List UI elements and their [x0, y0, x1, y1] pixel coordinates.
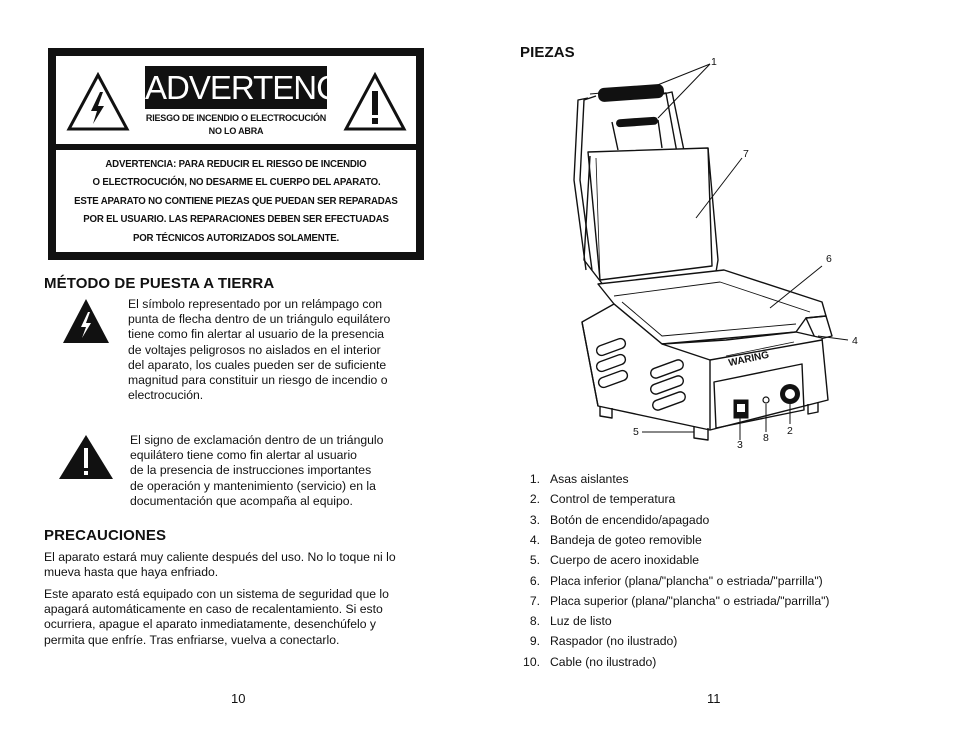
paragraph-line: del aparato, los cuales pueden ser de suficiente — [128, 357, 387, 372]
item-number: 4. — [529, 532, 540, 547]
callout-2: 2 — [787, 425, 793, 437]
paragraph-line: Este aparato está equipado con un sistema de seguridad que lo — [44, 587, 389, 601]
page-number-left: 10 — [231, 691, 246, 706]
item-label: Cable (no ilustrado) — [550, 654, 657, 669]
lightning-paragraph — [128, 297, 390, 403]
warning-subtitle-line: NO LO ABRA — [208, 126, 264, 136]
paragraph-line: de la presencia de instrucciones importantes — [130, 463, 372, 478]
lightning-triangle-icon — [62, 298, 110, 344]
item-number: 10. — [523, 654, 540, 669]
callout-1: 1 — [711, 56, 717, 68]
warning-body-line: ADVERTENCIA: PARA REDUCIR EL RIESGO DE INCENDIO — [105, 157, 367, 170]
callout-4: 4 — [852, 335, 858, 347]
warning-subtitle-line: RIESGO DE INCENDIO O ELECTROCUCIÓN — [145, 113, 327, 123]
paragraph-line: equilátero tiene como fin alertar al usuario — [130, 448, 357, 463]
grounding-heading: MÉTODO DE PUESTA A TIERRA — [44, 275, 275, 292]
callout-5: 5 — [633, 426, 639, 438]
paragraph-line: El símbolo representado por un relámpago con — [128, 297, 383, 311]
item-number: 3. — [529, 512, 540, 527]
item-label: Bandeja de goteo removible — [550, 532, 702, 547]
callout-7: 7 — [743, 148, 749, 160]
item-label: Control de temperatura — [550, 492, 676, 507]
item-number: 9. — [529, 634, 540, 649]
callout-8: 8 — [763, 432, 769, 444]
paragraph-line: permita que enfríe. Tras enfriarse, vuelva a conectarlo. — [44, 632, 340, 647]
item-number: 7. — [529, 593, 540, 608]
item-label: Placa superior (plana/"plancha" o estriada/"parrilla") — [550, 593, 830, 608]
paragraph-line: electrocución. — [128, 388, 204, 403]
item-label: Raspador (no ilustrado) — [550, 634, 678, 649]
warning-header — [56, 56, 416, 144]
precautions-heading: PRECAUCIONES — [44, 527, 167, 544]
item-number: 1. — [529, 472, 540, 486]
paragraph-line: El aparato estará muy caliente después del uso. No lo toque ni lo — [44, 550, 396, 564]
paragraph-line: mueva hasta que haya enfriado. — [44, 565, 219, 580]
paragraph-line: magnitud para constituir un riesgo de incendio o — [128, 373, 388, 388]
paragraph-line: ocurriera, apague el aparato inmediatamente, desenchúfelo y — [44, 617, 376, 632]
warning-body-line: POR EL USUARIO. LAS REPARACIONES DEBEN SER EFECTUADAS — [83, 213, 389, 226]
paragraph-line: de operación y mantenimiento (servicio) en la — [130, 478, 376, 493]
lightning-warning-icon — [66, 72, 130, 132]
warning-body — [56, 150, 416, 252]
warning-body-line: O ELECTROCUCIÓN, NO DESARME EL CUERPO DEL APARATO. — [92, 176, 380, 189]
brand-label: WARING — [727, 349, 771, 370]
warning-body-line: ESTE APARATO NO CONTIENE PIEZAS QUE PUEDAN SER REPARADAS — [74, 194, 398, 207]
grill-illustration — [570, 60, 850, 460]
precautions-paragraph-1 — [44, 550, 396, 580]
item-label: Luz de listo — [550, 614, 612, 629]
callout-6: 6 — [826, 253, 832, 265]
exclamation-paragraph — [130, 433, 383, 509]
page-number-right: 11 — [707, 691, 721, 706]
warning-box — [48, 48, 424, 260]
exclamation-triangle-icon — [58, 434, 114, 480]
warning-banner: ADVERTENCIA — [145, 66, 327, 109]
item-label: Placa inferior (plana/"plancha" o estriada/"parrilla") — [550, 573, 823, 588]
warning-body-line: POR TÉCNICOS AUTORIZADOS SOLAMENTE. — [132, 231, 340, 244]
item-label: Cuerpo de acero inoxidable — [550, 553, 700, 568]
paragraph-line: documentación que acompaña al equipo. — [130, 493, 353, 508]
paragraph-line: tiene como fin alertar al usuario de la presencia — [128, 327, 385, 342]
paragraph-line: de voltajes peligrosos no aislados en el interior — [128, 342, 381, 357]
warning-subtitle — [145, 112, 327, 138]
item-number: 8. — [529, 614, 540, 629]
exclamation-warning-icon — [343, 72, 407, 132]
paragraph-line: El signo de exclamación dentro de un triángulo — [130, 433, 384, 447]
parts-heading: PIEZAS — [520, 44, 575, 61]
precautions-paragraph-2 — [44, 587, 389, 648]
paragraph-line: punta de flecha dentro de un triángulo equilátero — [128, 312, 391, 327]
item-number: 5. — [529, 553, 540, 568]
paragraph-line: apagará automáticamente en caso de recalentamiento. Si esto — [44, 602, 383, 617]
item-number: 2. — [529, 492, 540, 507]
callout-3: 3 — [737, 439, 743, 451]
item-label: Asas aislantes — [550, 472, 629, 486]
item-label: Botón de encendido/apagado — [550, 512, 710, 527]
item-number: 6. — [529, 573, 540, 588]
